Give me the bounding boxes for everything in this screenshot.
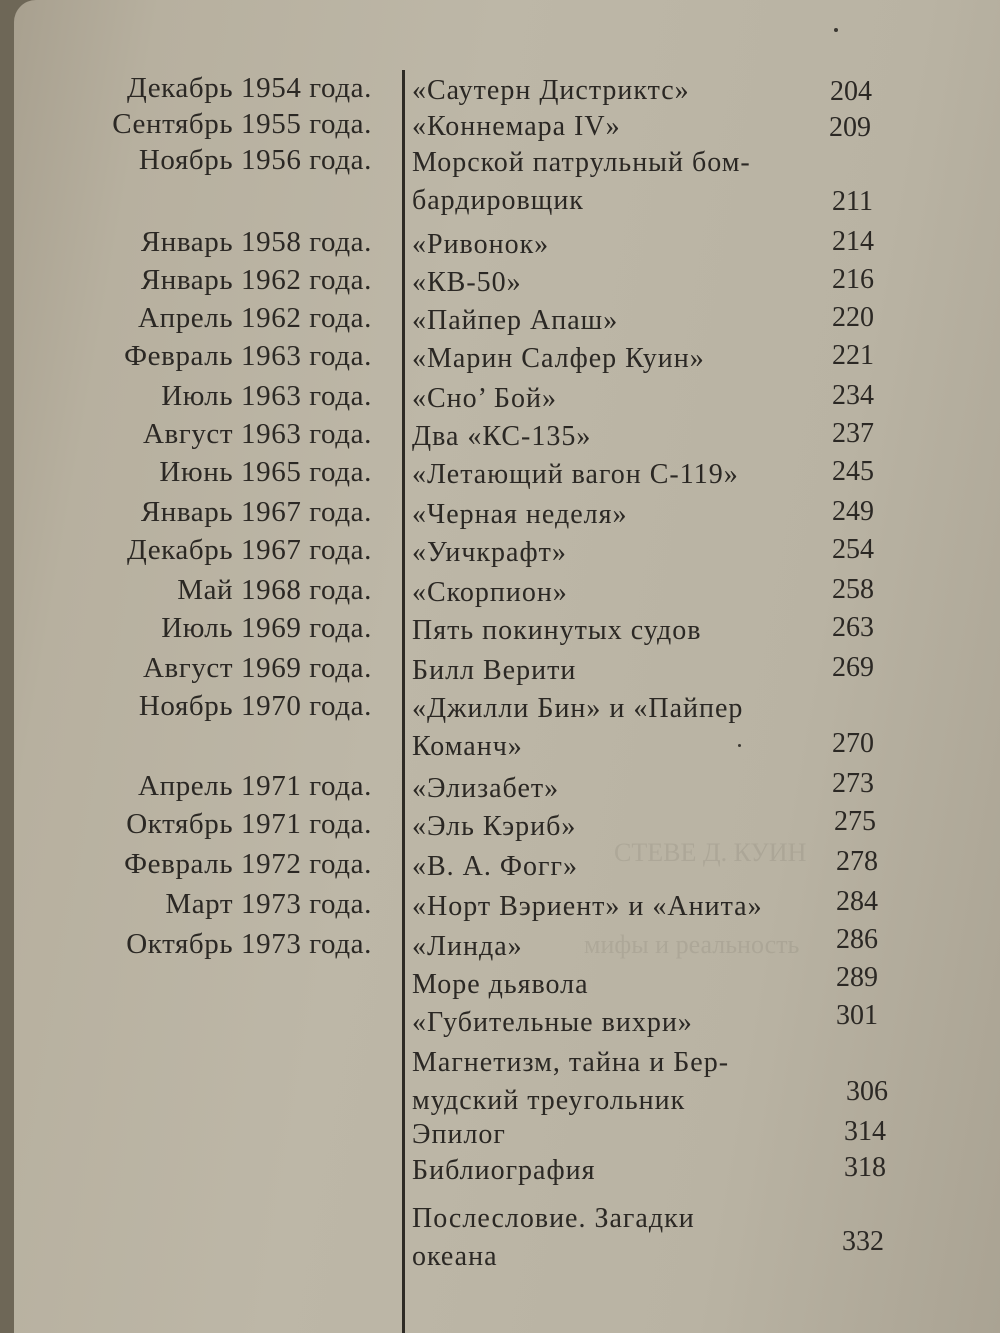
entry-title: [412, 652, 812, 690]
show-through-text: мифы и реальность: [584, 930, 800, 959]
entry-title: [412, 966, 812, 1004]
column-divider: [402, 70, 405, 1333]
book-page: [14, 0, 1000, 1333]
entry-title-line: «Черная неделя»: [412, 499, 628, 530]
entry-date: Март 1973 года.: [165, 888, 372, 920]
entry-date: Апрель 1971 года.: [138, 770, 372, 802]
entry-title: [412, 848, 812, 886]
entry-page-number: 209: [829, 112, 871, 143]
entry-page-number: 332: [842, 1226, 884, 1257]
entry-date: Июль 1969 года.: [161, 612, 372, 644]
entry-title-line: мудский треугольник: [412, 1085, 686, 1116]
entry-title-line: «Скорпион»: [412, 577, 568, 608]
print-speck: [834, 28, 838, 32]
entry-title: [412, 770, 812, 808]
entry-title-line: «Элизабет»: [412, 773, 560, 804]
entry-title-line: «В. А. Фогг»: [412, 851, 578, 882]
entry-page-number: 216: [832, 264, 874, 295]
entry-date: Декабрь 1954 года.: [126, 72, 372, 104]
entry-title-line: Море дьявола: [412, 969, 589, 1000]
show-through-text: СТЕВЕ Д. КУИН: [614, 838, 807, 867]
entry-page-number: 269: [832, 652, 874, 683]
entry-title: [412, 108, 812, 146]
entry-date: Октябрь 1971 года.: [126, 808, 372, 840]
entry-date: Январь 1967 года.: [140, 496, 372, 528]
entry-title-line: «Саутерн Дистриктс»: [412, 75, 690, 106]
entry-title-line: «КВ-50»: [412, 267, 522, 298]
entry-page-number: 258: [832, 574, 874, 605]
entry-title-line: «Уичкрафт»: [412, 537, 567, 568]
entry-page-number: 263: [832, 612, 874, 643]
entry-title-line: «Сно’ Бой»: [412, 383, 557, 414]
entry-title: [412, 226, 812, 264]
entry-title: [412, 928, 812, 966]
entry-title-line: «Ривонок»: [412, 229, 550, 260]
entry-title: [412, 496, 812, 534]
entry-title: [412, 380, 812, 418]
entry-date: Май 1968 года.: [177, 574, 372, 606]
entry-date: Август 1963 года.: [143, 418, 372, 450]
entry-page-number: 234: [832, 380, 874, 411]
entry-date: Июнь 1965 года.: [159, 456, 372, 488]
entry-title: [412, 690, 812, 766]
entry-title-line: «Коннемара IV»: [412, 111, 621, 142]
entry-title: [412, 1116, 812, 1154]
entry-date: Февраль 1963 года.: [124, 340, 372, 372]
entry-title: [412, 144, 812, 220]
entry-page-number: 220: [832, 302, 874, 333]
entry-page-number: 284: [836, 886, 878, 917]
entry-page-number: 306: [846, 1076, 888, 1107]
entry-title-line: «Марин Салфер Куин»: [412, 343, 705, 374]
entry-page-number: 204: [830, 76, 872, 107]
entry-page-number: 301: [836, 1000, 878, 1031]
entry-page-number: 221: [832, 340, 874, 371]
entry-title: [412, 534, 812, 572]
entry-title: [412, 456, 812, 494]
entry-page-number: 249: [832, 496, 874, 527]
entry-page-number: 318: [844, 1152, 886, 1183]
entry-date: Ноябрь 1956 года.: [138, 144, 372, 176]
entry-date: Ноябрь 1970 года.: [138, 690, 372, 722]
entry-title: [412, 1004, 812, 1042]
entry-title: [412, 574, 812, 612]
entry-title-line: Пять покинутых судов: [412, 615, 702, 646]
entry-date: Февраль 1972 года.: [124, 848, 372, 880]
entry-page-number: 237: [832, 418, 874, 449]
entry-page-number: 273: [832, 768, 874, 799]
entry-page-number: 314: [844, 1116, 886, 1147]
entry-title: [412, 1152, 812, 1190]
entry-date: Апрель 1962 года.: [138, 302, 372, 334]
entry-title-line: океана: [412, 1241, 498, 1272]
entry-title: [412, 302, 812, 340]
entry-title: [412, 1044, 812, 1120]
entry-page-number: 254: [832, 534, 874, 565]
entry-title-line: «Норт Вэриент» и «Анита»: [412, 891, 763, 922]
entry-title-line: «Летающий вагон С-119»: [412, 459, 739, 490]
entry-date: Октябрь 1973 года.: [126, 928, 372, 960]
entry-title: [412, 72, 812, 110]
entry-title-line: Магнетизм, тайна и Бер-: [412, 1047, 730, 1078]
entry-title-line: «Эль Кэриб»: [412, 811, 577, 842]
entry-title-line: «Пайпер Апаш»: [412, 305, 619, 336]
entry-title-line: Библиография: [412, 1155, 596, 1186]
entry-page-number: 289: [836, 962, 878, 993]
entry-title: [412, 340, 812, 378]
entry-date: Сентябрь 1955 года.: [112, 108, 372, 140]
entry-page-number: 270: [832, 728, 874, 759]
entry-date: Декабрь 1967 года.: [126, 534, 372, 566]
entry-title: [412, 888, 812, 926]
entry-title-line: Послесловие. Загадки: [412, 1203, 695, 1234]
entry-page-number: 214: [832, 226, 874, 257]
entry-title-line: Команч»: [412, 731, 523, 762]
entry-page-number: 275: [834, 806, 876, 837]
entry-title-line: бардировщик: [412, 185, 584, 216]
entry-title-line: «Линда»: [412, 931, 523, 962]
entry-page-number: 286: [836, 924, 878, 955]
entry-title: [412, 264, 812, 302]
entry-title: [412, 612, 812, 650]
entry-date: Январь 1958 года.: [140, 226, 372, 258]
entry-title-line: «Джилли Бин» и «Пайпер: [412, 693, 744, 724]
entry-page-number: 278: [836, 846, 878, 877]
entry-title-line: Два «КС-135»: [412, 421, 592, 452]
entry-title-line: Морской патрульный бом-: [412, 147, 751, 178]
entry-title-line: «Губительные вихри»: [412, 1007, 693, 1038]
entry-title-line: Билл Верити: [412, 655, 577, 686]
entry-title: [412, 808, 812, 846]
entry-page-number: 245: [832, 456, 874, 487]
entry-date: Январь 1962 года.: [140, 264, 372, 296]
entry-date: Июль 1963 года.: [161, 380, 372, 412]
entry-title: [412, 418, 812, 456]
entry-title-line: Эпилог: [412, 1119, 506, 1150]
entry-page-number: 211: [832, 186, 873, 217]
entry-date: Август 1969 года.: [143, 652, 372, 684]
entry-title: [412, 1200, 812, 1276]
